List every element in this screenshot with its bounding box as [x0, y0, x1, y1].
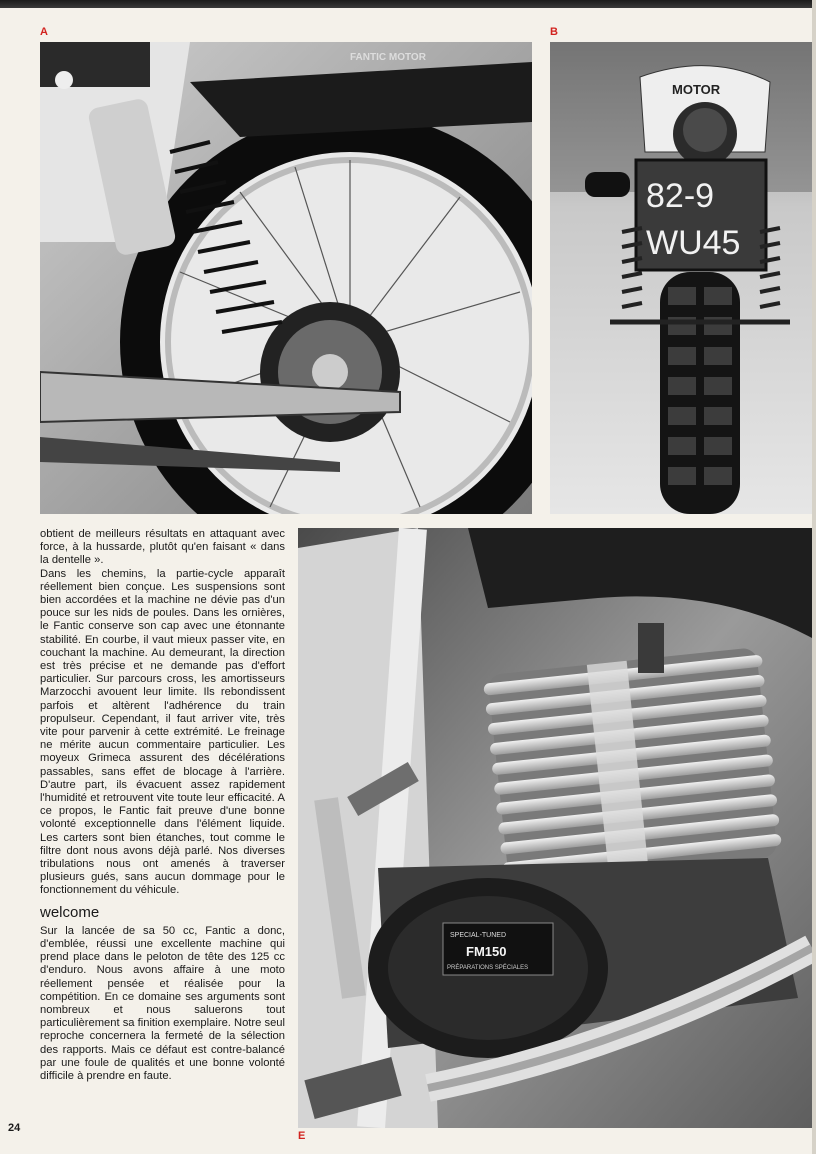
article-paragraph-2: Dans les chemins, la partie-cycle apparaît réellement bien conçue. Les suspensions sont bien accordées et la machine ne dévie pas d'un pouce sur les nids de poules. Dans les ornières, le Fantic conserve son cap avec une étonnante stabilité. En courbe, il vaut mieux passer vite, en couchant la machine. Au demeurant, la direction est très précise et ne demande pas d'effort particulier. Sur parcours cross, les amortisseurs Marzocchi avouent leur limite. Ils rebondissent parfois et altèrent l'adhérence du train propulseur. Cependant, il faut arriver vite, très vite pour parvenir à cette extrémité. Le freinage ne mérite aucun commentaire particulier. Les moyeux Grimeca assurent des décélérations passables, sans effet de blocage à l'arrière. D'autre part, ils évacuent assez rapidement l'humidité et retrouvent vite toute leur efficacité. A ce propos, le Fantic fait preuve d'une bonne volonté exceptionnelle dans l'élément liquide. Les carters sont bien étanches, tout comme le filtre dont nous avons déjà parlé. Nos diverses tribulations nous ont amenés à traverser plusieurs gués, sans aucun dommage pour le fonctionnement du véhicule.	[40, 567, 285, 897]
photo-a-tank-text: FANTIC MOTOR	[350, 52, 426, 63]
article-subheading: welcome	[40, 903, 100, 921]
article-body	[40, 528, 285, 1083]
photo-e-engine	[298, 528, 812, 1128]
photo-b-plate-line2: WU45	[646, 224, 741, 262]
photo-b-plate-line1: 82-9	[646, 177, 715, 215]
photo-label-b: B	[550, 26, 558, 38]
top-rule	[0, 0, 816, 8]
photo-e-badge-line1: SPECIAL-TUNED	[450, 932, 507, 939]
photo-e-drawing	[298, 528, 812, 1128]
page-number: 24	[8, 1122, 21, 1134]
photo-e-badge-line2: FM150	[466, 944, 507, 959]
page-edge	[812, 0, 816, 1154]
article-paragraph-3: Sur la lancée de sa 50 cc, Fantic a donc, d'emblée, réussi une excellente machine qui prend place dans le peloton de tête des 125 cc d'enduro. Nous avons affaire à une moto réellement pensée et réalisée pour la compétition. En ce domaine ses arguments sont nombreux et nous saluerons tout particulièrement sa finition exemplaire. Notre seul reproche concernera la fermeté de la sélection des rapports. Mais ce défaut est contre-balancé par une foule de qualités et une bonne volonté difficile à prendre en faute.	[40, 924, 285, 1082]
photo-e-badge-line3: PRÉPARATIONS SPÉCIALES	[447, 965, 529, 971]
article-paragraph-1: obtient de meilleurs résultats en attaquant avec force, à la hussarde, plutôt qu'en faisant « dans la dentelle ».	[40, 528, 285, 567]
photo-b-fender-text: MOTOR	[672, 82, 721, 97]
photo-a-drawing	[40, 42, 532, 514]
photo-b-rear-view	[550, 42, 812, 514]
photo-b-drawing	[550, 42, 812, 514]
photo-a-rear-suspension	[40, 42, 532, 514]
photo-label-e: E	[298, 1130, 306, 1142]
photo-label-a: A	[40, 26, 48, 38]
